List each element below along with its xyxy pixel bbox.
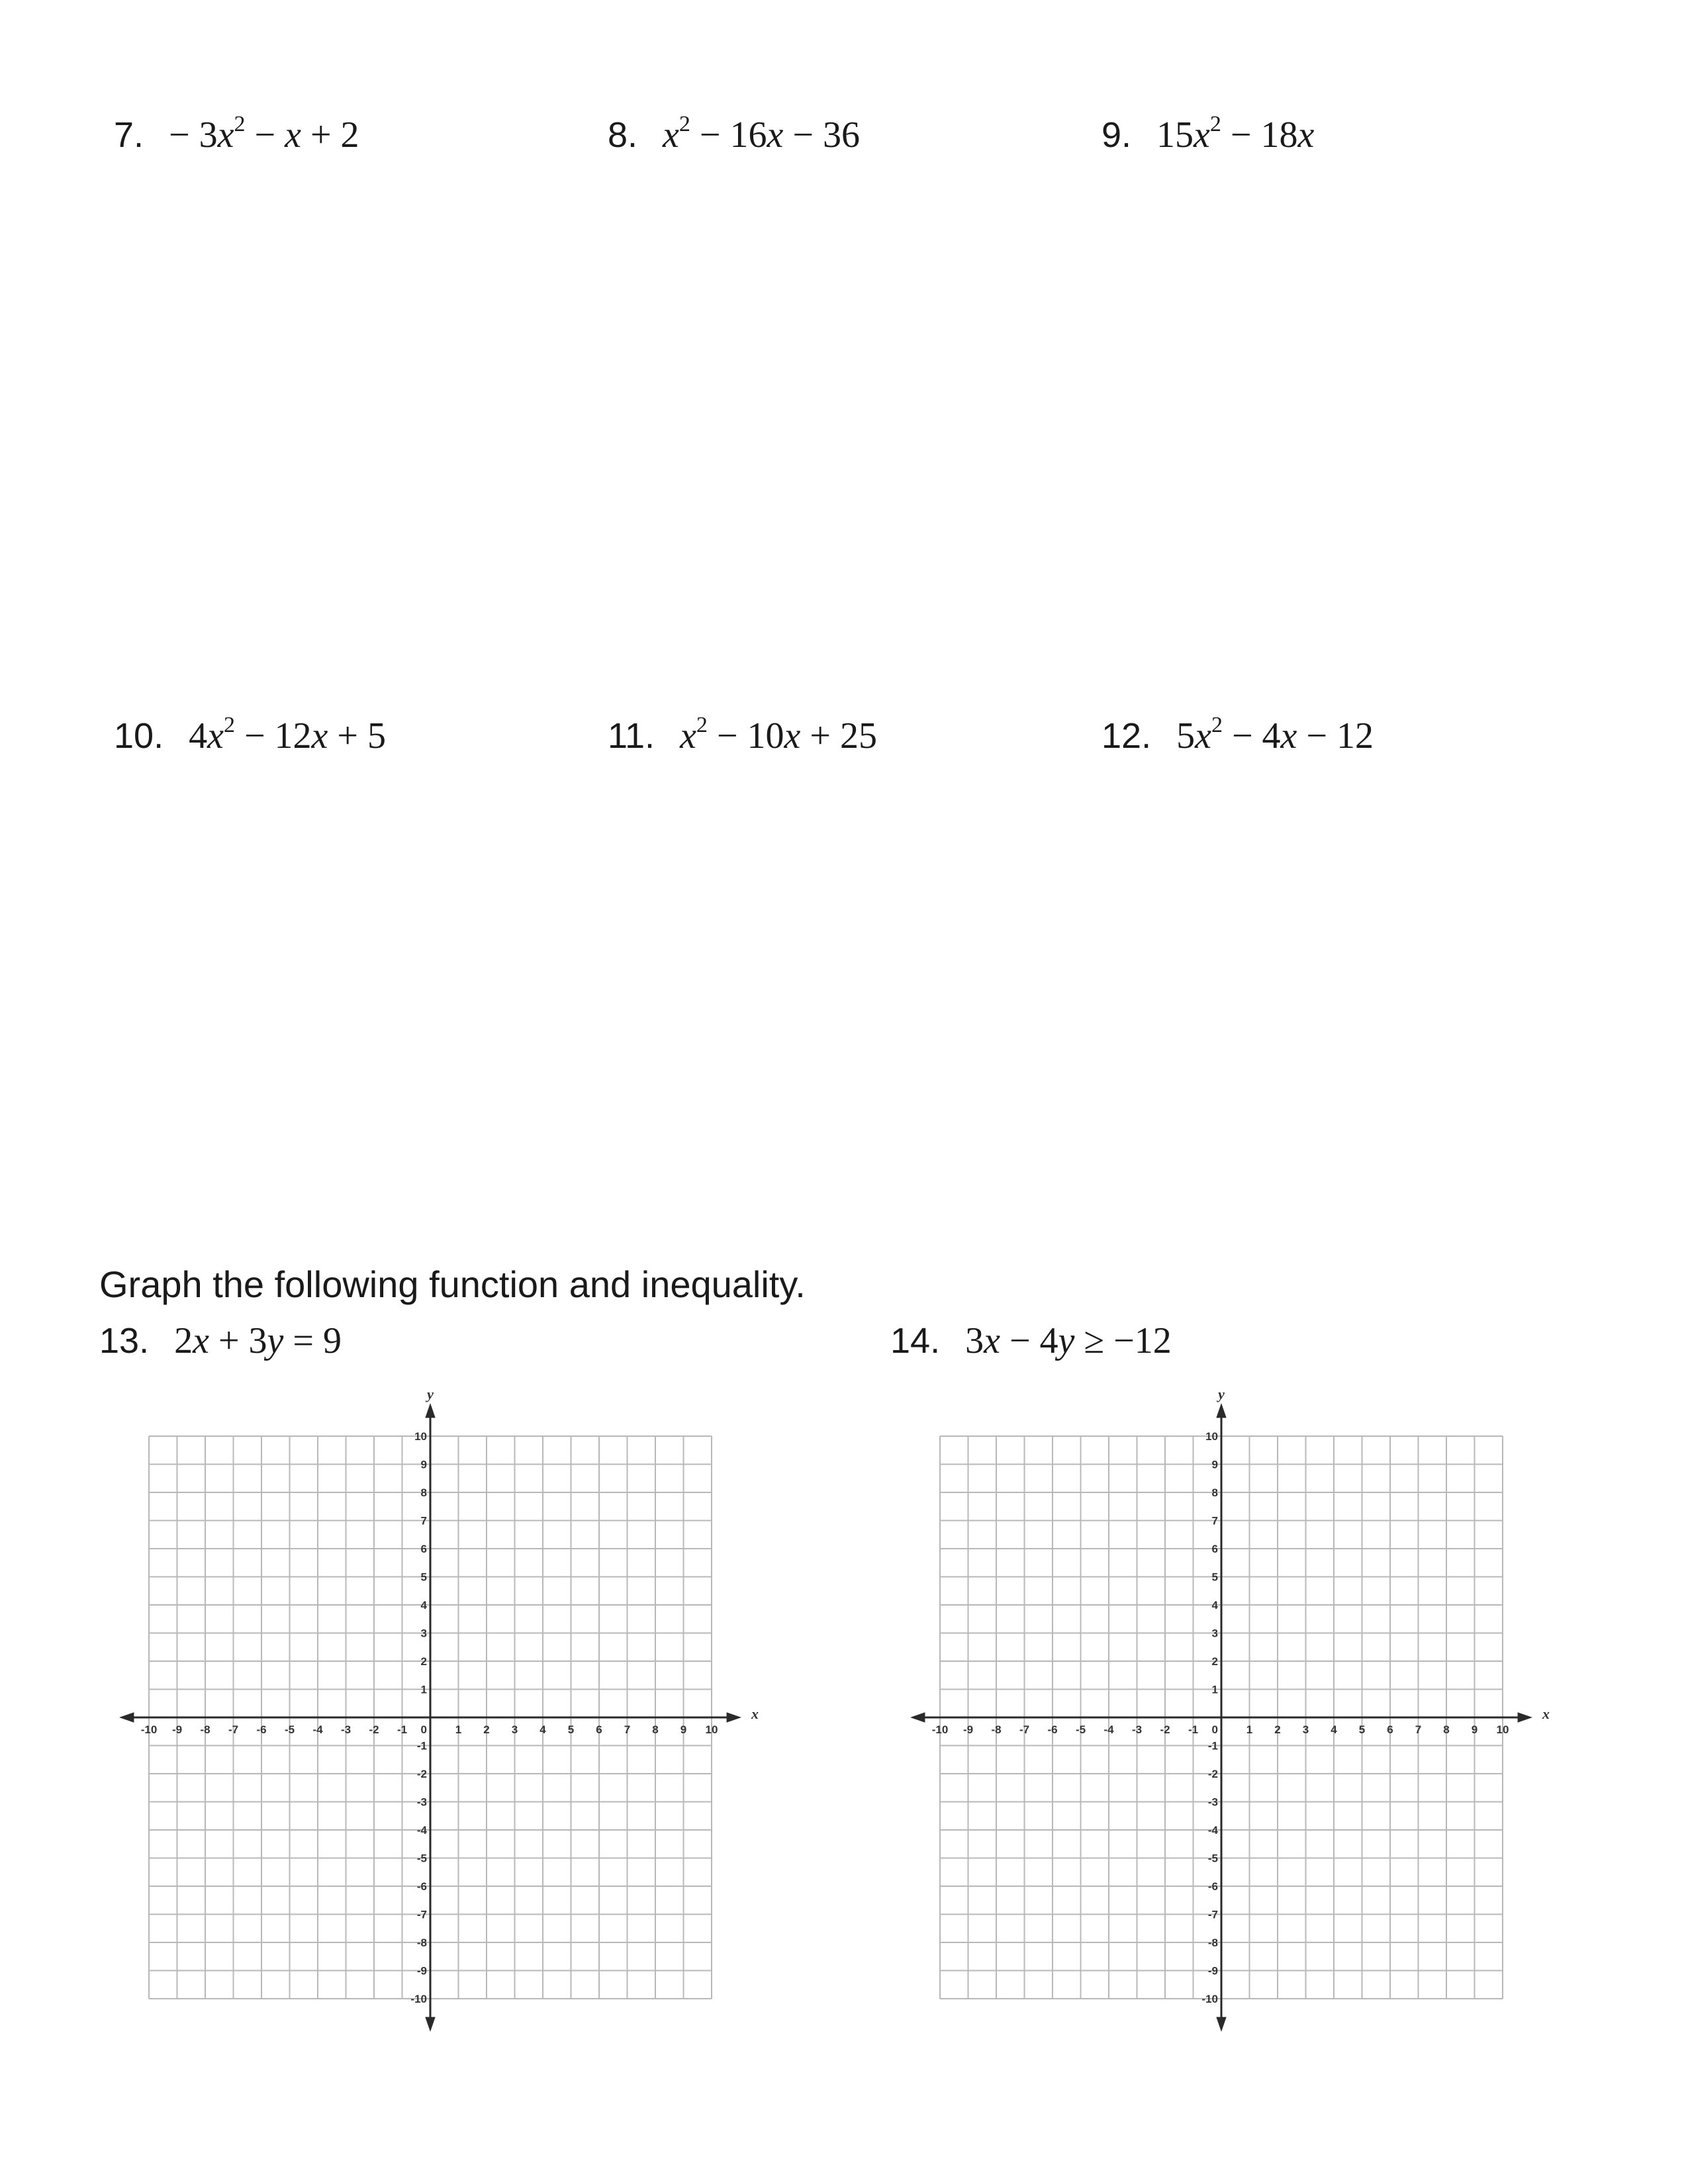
- y-tick-label: -6: [416, 1880, 427, 1893]
- expr-part: 2: [1211, 713, 1223, 737]
- x-tick-label: -9: [962, 1723, 974, 1736]
- problem-13: [99, 1320, 342, 1362]
- x-tick-label: 10: [705, 1723, 718, 1736]
- problem-7-expression: [169, 114, 359, 156]
- x-tick-label: -4: [312, 1723, 323, 1736]
- expr-part: 2: [1209, 112, 1221, 136]
- y-tick-label: -3: [416, 1796, 427, 1809]
- expr-part: − 3: [169, 114, 218, 156]
- problem-9-expression: [1156, 114, 1314, 156]
- problem-13-expression: [174, 1320, 342, 1361]
- y-tick-label: -4: [1207, 1824, 1218, 1837]
- expr-part: x: [207, 715, 224, 756]
- x-tick-label: -6: [1047, 1723, 1058, 1736]
- problem-12-number: 12.: [1102, 716, 1152, 756]
- expr-part: 2: [223, 713, 235, 737]
- x-tick-label: 6: [1387, 1723, 1393, 1736]
- expr-part: 2: [679, 112, 690, 136]
- y-tick-label: 4: [1211, 1599, 1218, 1612]
- y-tick-label: 2: [1211, 1655, 1218, 1668]
- expr-part: x: [217, 114, 234, 156]
- y-tick-label: 10: [1205, 1430, 1218, 1443]
- y-tick-label: -5: [1207, 1852, 1218, 1865]
- problem-9-number: 9.: [1102, 115, 1132, 155]
- x-axis-arrow-left-icon: [119, 1712, 134, 1722]
- expr-part: + 3: [209, 1320, 267, 1361]
- x-tick-label: 1: [455, 1723, 462, 1736]
- x-tick-label: 7: [624, 1723, 631, 1736]
- expr-part: = 9: [283, 1320, 342, 1361]
- problem-7: [114, 114, 359, 156]
- y-tick-label: 1: [420, 1683, 427, 1696]
- problem-12-expression: [1176, 715, 1374, 756]
- problem-7-number: 7.: [114, 115, 144, 155]
- x-tick-label: -8: [991, 1723, 1002, 1736]
- x-tick-label: -2: [1160, 1723, 1170, 1736]
- y-tick-label: 4: [420, 1599, 427, 1612]
- x-tick-label: 5: [567, 1723, 575, 1736]
- y-tick-label: 10: [414, 1430, 427, 1443]
- x-tick-label: -4: [1103, 1723, 1114, 1736]
- origin-label: 0: [1211, 1723, 1218, 1736]
- y-tick-label: -9: [416, 1964, 427, 1978]
- x-tick-label: 10: [1496, 1723, 1509, 1736]
- y-tick-label: 6: [1211, 1543, 1218, 1555]
- expr-part: x: [984, 1320, 1000, 1361]
- y-tick-label: 2: [420, 1655, 427, 1668]
- x-tick-label: 3: [511, 1723, 518, 1736]
- y-axis-arrow-down-icon: [1216, 2017, 1226, 2032]
- y-tick-label: 3: [1211, 1627, 1218, 1640]
- x-axis-label: x: [751, 1706, 759, 1722]
- y-axis-arrow-up-icon: [425, 1403, 435, 1418]
- x-axis-label: x: [1542, 1706, 1550, 1722]
- x-tick-label: -7: [1019, 1723, 1030, 1736]
- problem-10: [114, 715, 386, 757]
- x-axis-arrow-right-icon: [1518, 1712, 1532, 1722]
- problem-9: [1102, 114, 1314, 156]
- expr-part: y: [1058, 1320, 1075, 1361]
- x-tick-label: -6: [256, 1723, 267, 1736]
- y-tick-label: -10: [410, 1993, 427, 2005]
- expr-part: − 10: [707, 715, 784, 756]
- x-tick-label: 2: [1274, 1723, 1281, 1736]
- expr-part: x: [1280, 715, 1297, 756]
- expr-part: 3: [965, 1320, 984, 1361]
- problem-14: [890, 1320, 1172, 1362]
- x-tick-label: -2: [369, 1723, 379, 1736]
- x-tick-label: 2: [483, 1723, 490, 1736]
- x-tick-label: -10: [931, 1723, 949, 1736]
- instructions: Graph the following function and inequality.: [99, 1263, 806, 1305]
- problem-11-expression: [680, 715, 877, 756]
- y-tick-label: -3: [1207, 1796, 1218, 1809]
- y-tick-label: -8: [416, 1936, 427, 1949]
- expr-part: − 16: [690, 114, 767, 156]
- coordinate-grid-13[interactable]: [113, 1383, 774, 2032]
- expr-part: ≥ −12: [1074, 1320, 1172, 1361]
- y-tick-label: 8: [1211, 1486, 1218, 1499]
- y-tick-label: 7: [420, 1514, 427, 1527]
- expr-part: − 4: [1000, 1320, 1058, 1361]
- x-tick-label: -1: [1188, 1723, 1199, 1736]
- expr-part: x: [767, 114, 784, 156]
- x-tick-label: -5: [284, 1723, 295, 1736]
- problem-11-number: 11.: [608, 716, 655, 756]
- expr-part: 15: [1156, 114, 1194, 156]
- x-tick-label: 9: [1471, 1723, 1478, 1736]
- problem-14-number: 14.: [890, 1321, 941, 1361]
- y-tick-label: -7: [1207, 1908, 1218, 1921]
- x-tick-label: -3: [340, 1723, 352, 1736]
- expr-part: y: [267, 1320, 284, 1361]
- coordinate-grid-14[interactable]: [904, 1383, 1566, 2032]
- x-tick-label: -5: [1075, 1723, 1086, 1736]
- y-tick-label: -1: [1207, 1739, 1218, 1752]
- expr-part: x: [784, 715, 801, 756]
- expr-part: − 12: [234, 715, 312, 756]
- x-tick-label: 8: [652, 1723, 659, 1736]
- y-axis-label: y: [1218, 1386, 1225, 1402]
- y-tick-label: -7: [416, 1908, 427, 1921]
- x-tick-label: 4: [539, 1723, 546, 1736]
- problem-10-number: 10.: [114, 716, 164, 756]
- expr-part: 2: [696, 713, 708, 737]
- x-tick-label: 6: [596, 1723, 602, 1736]
- problem-13-number: 13.: [99, 1321, 150, 1361]
- x-tick-label: 1: [1246, 1723, 1253, 1736]
- expr-part: − 4: [1222, 715, 1281, 756]
- y-axis-arrow-up-icon: [1216, 1403, 1226, 1418]
- x-tick-label: 8: [1443, 1723, 1450, 1736]
- problem-12: [1102, 715, 1374, 757]
- x-tick-label: 4: [1331, 1723, 1337, 1736]
- origin-label: 0: [420, 1723, 427, 1736]
- y-tick-label: -4: [416, 1824, 427, 1837]
- problem-10-expression: [189, 715, 386, 756]
- x-tick-label: -7: [228, 1723, 239, 1736]
- expr-part: x: [193, 1320, 209, 1361]
- expr-part: x: [1194, 114, 1210, 156]
- expr-part: − 18: [1221, 114, 1298, 156]
- expr-part: x: [285, 114, 301, 156]
- expr-part: 5: [1176, 715, 1196, 756]
- x-tick-label: -9: [171, 1723, 183, 1736]
- y-tick-label: -10: [1201, 1993, 1218, 2005]
- expr-part: x: [680, 715, 696, 756]
- y-tick-label: -1: [416, 1739, 427, 1752]
- problem-8: [608, 114, 860, 156]
- y-tick-label: -8: [1207, 1936, 1218, 1949]
- expr-part: + 25: [800, 715, 877, 756]
- expr-part: x: [1195, 715, 1211, 756]
- x-tick-label: -3: [1131, 1723, 1143, 1736]
- y-tick-label: -5: [416, 1852, 427, 1865]
- y-tick-label: 7: [1211, 1514, 1218, 1527]
- problem-11: [608, 715, 877, 757]
- y-tick-label: -2: [416, 1768, 427, 1780]
- x-tick-label: -8: [200, 1723, 211, 1736]
- expr-part: 2: [174, 1320, 193, 1361]
- x-tick-label: -1: [397, 1723, 408, 1736]
- y-axis-arrow-down-icon: [425, 2017, 435, 2032]
- y-tick-label: 5: [1211, 1570, 1218, 1584]
- x-axis-arrow-left-icon: [910, 1712, 925, 1722]
- y-tick-label: 1: [1211, 1683, 1218, 1696]
- y-tick-label: -2: [1207, 1768, 1218, 1780]
- x-tick-label: 5: [1358, 1723, 1366, 1736]
- x-tick-label: 9: [680, 1723, 687, 1736]
- expr-part: x: [1297, 114, 1315, 156]
- y-tick-label: -6: [1207, 1880, 1218, 1893]
- expr-part: x: [311, 715, 328, 756]
- y-tick-label: 5: [420, 1570, 427, 1584]
- expr-part: −: [245, 114, 285, 156]
- expr-part: x: [663, 114, 679, 156]
- expr-part: − 12: [1297, 715, 1374, 756]
- y-axis-label: y: [427, 1386, 434, 1402]
- y-tick-label: 3: [420, 1627, 427, 1640]
- coordinate-grid-13-svg[interactable]: [113, 1383, 774, 2032]
- y-tick-label: 9: [1211, 1458, 1218, 1471]
- problem-8-number: 8.: [608, 115, 638, 155]
- problem-8-expression: [663, 114, 860, 156]
- y-tick-label: 8: [420, 1486, 427, 1499]
- x-tick-label: 7: [1415, 1723, 1422, 1736]
- coordinate-grid-14-svg[interactable]: [904, 1383, 1566, 2032]
- expr-part: 4: [189, 715, 208, 756]
- x-tick-label: -10: [140, 1723, 158, 1736]
- problem-14-expression: [965, 1320, 1172, 1361]
- expr-part: + 5: [328, 715, 386, 756]
- x-tick-label: 3: [1302, 1723, 1309, 1736]
- y-tick-label: -9: [1207, 1964, 1218, 1978]
- expr-part: − 36: [783, 114, 860, 156]
- y-tick-label: 9: [420, 1458, 427, 1471]
- y-tick-label: 6: [420, 1543, 427, 1555]
- expr-part: + 2: [301, 114, 359, 156]
- x-axis-arrow-right-icon: [727, 1712, 741, 1722]
- expr-part: 2: [234, 112, 246, 136]
